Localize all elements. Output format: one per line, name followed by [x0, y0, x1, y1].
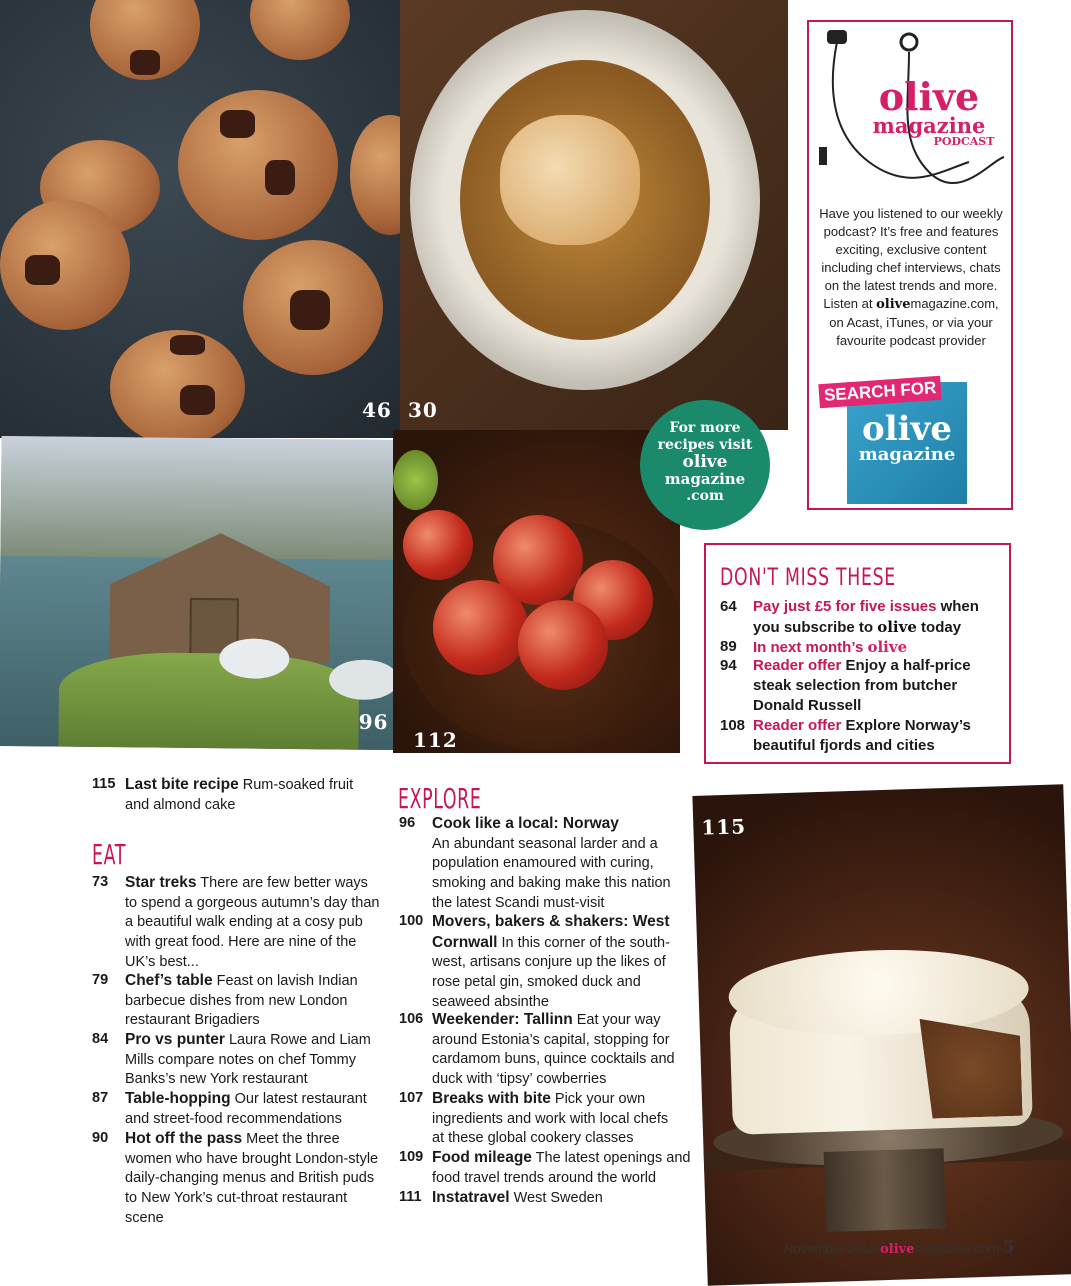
toc-item-73[interactable] [92, 873, 382, 973]
item-title: Hot off the pass [125, 1130, 243, 1147]
toc-item-90[interactable] [92, 1129, 382, 1226]
item-num: 89 [720, 638, 737, 655]
podcast-logo-magazine: magazine [872, 113, 986, 138]
podcast-body-after: magazine.com, on Acast, iTunes, or via your favourite podcast provider [829, 296, 999, 348]
dont-miss-item-108[interactable] [720, 716, 993, 756]
podcast-box [807, 20, 1013, 510]
item-title: Weekender: Tallinn [432, 1011, 573, 1028]
dont-miss-box [704, 543, 1011, 764]
tile-olive: olive [862, 409, 952, 449]
item-highlight: Reader offer [753, 657, 842, 674]
page-ref-96: 96 [358, 709, 389, 735]
item-num: 84 [92, 1031, 109, 1047]
item-desc: Our latest restaurant and street-food recommendations [125, 1091, 367, 1127]
footer-date: November 2018 [784, 1241, 881, 1256]
item-desc: Laura Rowe and Liam Mills compare notes on chef Tommy Banks’s new York restaurant [125, 1032, 371, 1088]
search-for-label: SEARCH FOR [818, 376, 942, 408]
item-num: 94 [720, 657, 737, 674]
item-text: Explore Norway’s beautiful fjords and cities [753, 717, 971, 754]
podcast-body-before: Have you listened to our weekly podcast? It’s free and features exciting, exclusive content including chef interviews, chats on the latest trends and more. Listen at [819, 206, 1003, 311]
item-desc: In this corner of the south-west, artisans conjure up the likes of rose petal gin, smoked duck and seaweed absinthe [432, 934, 670, 1010]
toc-item-109[interactable] [399, 1148, 694, 1188]
item-title: Last bite recipe [125, 776, 239, 793]
dont-miss-item-94[interactable] [720, 656, 993, 716]
item-desc: Pick your own ingredients and work with local chefs at these global cookery classes [432, 1091, 669, 1147]
toc-item-107[interactable] [399, 1089, 694, 1149]
item-num: 64 [720, 598, 737, 615]
item-num: 111 [399, 1189, 422, 1205]
item-num: 106 [399, 1011, 424, 1027]
item-desc: An abundant seasonal larder and a population enamoured with curing, smoking and baking make this nation the latest Scandi must-visit [432, 835, 671, 911]
item-title: Breaks with bite [432, 1090, 551, 1107]
item-title: Table-hopping [125, 1090, 231, 1107]
dont-miss-item-64[interactable] [720, 597, 993, 638]
stamp-line-2: recipes visit [657, 437, 753, 453]
page-ref-115: 115 [701, 814, 747, 840]
item-desc: Rum-soaked fruit and almond cake [125, 777, 354, 813]
toc-item-100[interactable] [399, 912, 694, 1012]
page-footer [784, 1238, 1015, 1258]
item-num: 108 [720, 717, 746, 734]
item-num: 115 [92, 776, 116, 792]
item-title: Chef’s table [125, 972, 213, 989]
fjord-photo [0, 436, 397, 750]
item-title: Food mileage [432, 1149, 532, 1166]
item-desc: Feast on lavish Indian barbecue dishes from new London restaurant Brigadiers [125, 973, 358, 1029]
item-desc: Meet the three women who have brought London-style daily-changing menus and British puds to New York’s cut-throat restaurant scene [125, 1131, 379, 1226]
item-desc: Eat your way around Estonia’s capital, stopping for cardamom buns, quince cocktails and duck with ‘tipsy’ cowberries [432, 1012, 675, 1088]
eat-heading: EAT [92, 838, 126, 871]
item-text: Enjoy a half-price steak selection from butcher Donald Russell [753, 657, 971, 714]
podcast-body-brand: olive [876, 297, 911, 312]
item-brand: olive [877, 618, 917, 636]
toc-item-84[interactable] [92, 1030, 382, 1090]
footer-brand: olive [880, 1242, 915, 1257]
podcast-description [817, 205, 1005, 350]
page-ref-46: 46 [362, 398, 392, 422]
item-text: when you subscribe to [753, 598, 979, 636]
podcast-logo-olive: olive [878, 74, 980, 119]
stamp-line-1: For more [669, 420, 741, 436]
item-num: 87 [92, 1090, 109, 1106]
dont-miss-item-89[interactable] [720, 637, 993, 658]
item-num: 79 [92, 972, 109, 988]
toc-item-106[interactable] [399, 1010, 694, 1090]
item-num: 100 [399, 913, 424, 929]
item-brand: olive [867, 638, 908, 656]
podcast-logo-podcast: PODCAST [933, 135, 995, 148]
stamp-line-5: .com [686, 488, 724, 504]
item-title: Instatravel [432, 1189, 510, 1206]
cookies-photo [0, 0, 400, 438]
item-highlight: Pay just £5 for five issues [753, 598, 937, 615]
page-ref-112: 112 [413, 728, 458, 752]
tile-magazine: magazine [858, 444, 956, 465]
item-title: Cook like a local: Norway [432, 815, 619, 832]
toc-item-79[interactable] [92, 971, 382, 1031]
item-tail: today [916, 619, 962, 636]
apples-photo [393, 430, 680, 753]
item-num: 109 [399, 1149, 424, 1165]
item-num: 96 [399, 815, 416, 831]
dont-miss-title: DON'T MISS THESE [720, 563, 896, 591]
toc-item-87[interactable] [92, 1089, 382, 1129]
toc-item-111[interactable] [399, 1188, 694, 1208]
explore-heading: EXPLORE [398, 782, 482, 815]
item-num: 107 [399, 1090, 424, 1106]
toc-item-115[interactable] [92, 775, 382, 815]
item-title: Star treks [125, 874, 197, 891]
item-desc: The latest openings and food travel trends around the world [432, 1150, 691, 1186]
item-desc: West Sweden [509, 1190, 603, 1206]
item-desc: There are few better ways to spend a gorgeous autumn’s day than a beautiful walk ending at a cosy pub with great food. Here are nine of the UK’s best... [125, 875, 380, 970]
recipes-stamp[interactable] [640, 400, 770, 530]
item-highlight: In next month’s [753, 639, 868, 656]
chicken-photo [400, 0, 788, 430]
stamp-line-3: olive [682, 452, 728, 472]
page-ref-30: 30 [408, 398, 438, 422]
item-highlight: Reader offer [753, 717, 842, 734]
item-num: 73 [92, 874, 109, 890]
stamp-line-4: magazine [664, 470, 746, 488]
item-title: Pro vs punter [125, 1031, 225, 1048]
item-title: Movers, bakers & shakers: West Cornwall [432, 913, 670, 951]
page-number: 5 [1002, 1238, 1015, 1258]
toc-item-96[interactable] [399, 814, 694, 914]
item-num: 90 [92, 1130, 109, 1146]
cake-photo [692, 784, 1071, 1285]
footer-site: magazine.com [914, 1241, 1000, 1256]
